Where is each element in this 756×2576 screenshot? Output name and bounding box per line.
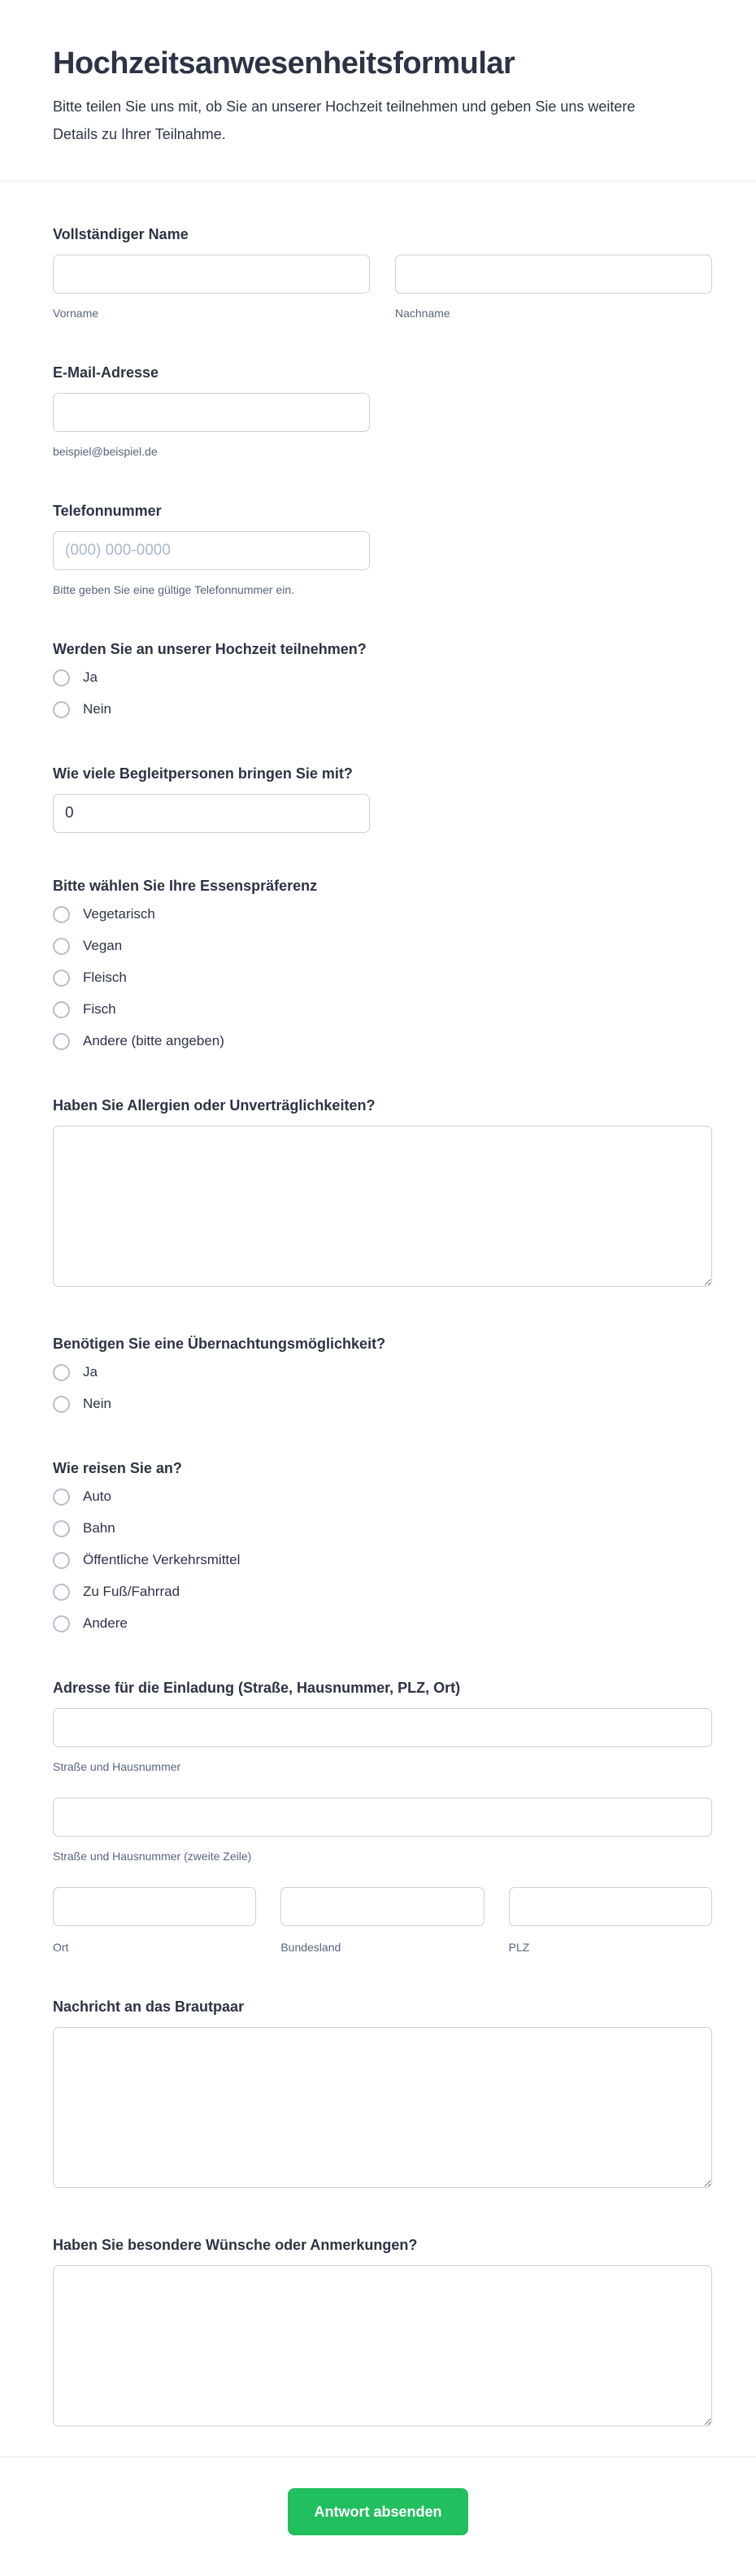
- radio-circle-icon[interactable]: [53, 1396, 70, 1413]
- accommodation-option-nein[interactable]: [53, 1393, 712, 1415]
- last-name-sublabel: Nachname: [395, 307, 450, 320]
- question-label: Nachricht an das Brautpaar: [53, 1998, 245, 2015]
- radio-option-label: Nein: [83, 701, 111, 717]
- address-line2-input[interactable]: [53, 1798, 712, 1837]
- radio-circle-icon[interactable]: [53, 1520, 70, 1537]
- city-input[interactable]: [53, 1887, 256, 1926]
- travel-option-auto[interactable]: [53, 1485, 712, 1508]
- accommodation-option-ja[interactable]: [53, 1361, 712, 1384]
- question-label: Haben Sie besondere Wünsche oder Anmerkungen?: [53, 2237, 418, 2253]
- radio-circle-icon[interactable]: [53, 906, 70, 923]
- page-subtitle: Bitte teilen Sie uns mit, ob Sie an unserer Hochzeit teilnehmen und geben Sie uns weitere Details zu Ihrer Teilnahme.: [53, 98, 636, 142]
- question-message: [53, 1998, 712, 2192]
- address-line1-sublabel: Straße und Hausnummer: [53, 1760, 181, 1773]
- zip-sublabel: PLZ: [508, 1941, 530, 1954]
- travel-option-oeffentliche-verkehrsmittel[interactable]: [53, 1549, 712, 1571]
- radio-option-label: Andere (bitte angeben): [83, 1033, 224, 1048]
- radio-circle-icon[interactable]: [53, 1615, 70, 1632]
- radio-circle-icon[interactable]: [53, 970, 70, 987]
- radio-circle-icon[interactable]: [53, 1033, 70, 1050]
- radio-option-label: Fleisch: [83, 970, 127, 985]
- radio-circle-icon[interactable]: [53, 701, 70, 718]
- meal-option-vegetarisch[interactable]: [53, 903, 712, 926]
- radio-option-label: Vegan: [83, 938, 123, 953]
- question-label: Wie reisen Sie an?: [53, 1460, 182, 1476]
- radio-option-label: Andere: [83, 1615, 128, 1631]
- question-label: E-Mail-Adresse: [53, 364, 159, 381]
- radio-option-label: Öffentliche Verkehrsmittel: [83, 1552, 241, 1567]
- radio-circle-icon[interactable]: [53, 669, 70, 686]
- question-address: [53, 1679, 712, 1954]
- radio-option-label: Zu Fuß/Fahrrad: [83, 1584, 180, 1599]
- radio-circle-icon[interactable]: [53, 1364, 70, 1381]
- radio-option-label: Auto: [83, 1489, 111, 1504]
- zip-field-group: [509, 1887, 712, 1954]
- state-input[interactable]: [280, 1887, 484, 1926]
- question-attendance: [53, 640, 712, 721]
- phone-sublabel: Bitte geben Sie eine gültige Telefonnummer ein.: [53, 583, 295, 596]
- city-field-group: [53, 1887, 256, 1954]
- address-city-state-zip-row: [53, 1887, 712, 1954]
- question-fullname: [53, 225, 712, 320]
- meal-option-vegan[interactable]: [53, 935, 712, 957]
- first-name-sublabel: Vorname: [53, 307, 99, 320]
- last-name-input[interactable]: [395, 255, 712, 294]
- allergies-textarea[interactable]: [53, 1126, 712, 1287]
- radio-option-label: Fisch: [83, 1001, 116, 1017]
- attendance-option-nein[interactable]: [53, 698, 712, 721]
- question-label: Benötigen Sie eine Übernachtungsmöglichkeit?: [53, 1336, 386, 1352]
- question-label: Telefonnummer: [53, 503, 162, 519]
- email-input[interactable]: [53, 393, 370, 432]
- city-sublabel: Ort: [53, 1941, 69, 1954]
- question-guests: [53, 765, 712, 833]
- question-label: Werden Sie an unserer Hochzeit teilnehmen?: [53, 641, 367, 657]
- radio-option-label: Ja: [83, 669, 98, 685]
- message-textarea[interactable]: [53, 2027, 712, 2188]
- last-name-field-group: [395, 255, 712, 320]
- guests-input[interactable]: [53, 794, 370, 833]
- questions-area: [0, 181, 756, 2430]
- meal-option-fisch[interactable]: [53, 998, 712, 1021]
- address-line1-input[interactable]: [53, 1708, 712, 1747]
- wishes-textarea[interactable]: [53, 2265, 712, 2426]
- attendance-option-ja[interactable]: [53, 666, 712, 689]
- address-line2-sublabel: Straße und Hausnummer (zweite Zeile): [53, 1850, 252, 1863]
- first-name-field-group: [53, 255, 370, 320]
- question-label: Vollständiger Name: [53, 226, 189, 242]
- submit-area: [0, 2457, 756, 2576]
- radio-circle-icon[interactable]: [53, 1584, 70, 1601]
- state-field-group: [280, 1887, 484, 1954]
- question-label: Adresse für die Einladung (Straße, Hausnummer, PLZ, Ort): [53, 1680, 461, 1696]
- question-label: Bitte wählen Sie Ihre Essenspräferenz: [53, 878, 318, 894]
- question-label: Haben Sie Allergien oder Unverträglichkeiten?: [53, 1097, 376, 1114]
- travel-option-zu-fuss-fahrrad[interactable]: [53, 1580, 712, 1603]
- radio-option-label: Bahn: [83, 1520, 115, 1536]
- zip-input[interactable]: [509, 1887, 712, 1926]
- travel-option-bahn[interactable]: [53, 1517, 712, 1540]
- meal-option-fleisch[interactable]: [53, 966, 712, 989]
- radio-circle-icon[interactable]: [53, 1552, 70, 1569]
- question-wishes: [53, 2236, 712, 2430]
- question-phone: [53, 502, 712, 596]
- state-sublabel: Bundesland: [280, 1941, 341, 1954]
- radio-circle-icon[interactable]: [53, 938, 70, 955]
- radio-circle-icon[interactable]: [53, 1489, 70, 1506]
- question-meal-preference: [53, 877, 712, 1053]
- radio-option-label: Ja: [83, 1364, 98, 1380]
- question-label: Wie viele Begleitpersonen bringen Sie mit?: [53, 765, 353, 782]
- radio-option-label: Vegetarisch: [83, 906, 155, 922]
- meal-option-andere[interactable]: [53, 1030, 712, 1053]
- question-accommodation: [53, 1335, 712, 1415]
- form-header: [0, 0, 756, 148]
- fullname-row: [53, 255, 712, 320]
- question-travel: [53, 1459, 712, 1635]
- travel-option-andere[interactable]: [53, 1612, 712, 1635]
- first-name-input[interactable]: [53, 255, 370, 294]
- phone-input[interactable]: [53, 531, 370, 570]
- radio-option-label: Nein: [83, 1396, 111, 1411]
- radio-circle-icon[interactable]: [53, 1001, 70, 1018]
- submit-button[interactable]: Antwort absenden: [288, 2488, 468, 2535]
- question-allergies: [53, 1096, 712, 1291]
- question-email: [53, 364, 712, 458]
- email-sublabel: beispiel@beispiel.de: [53, 445, 158, 458]
- page-title: Hochzeitsanwesenheitsformular: [53, 46, 515, 81]
